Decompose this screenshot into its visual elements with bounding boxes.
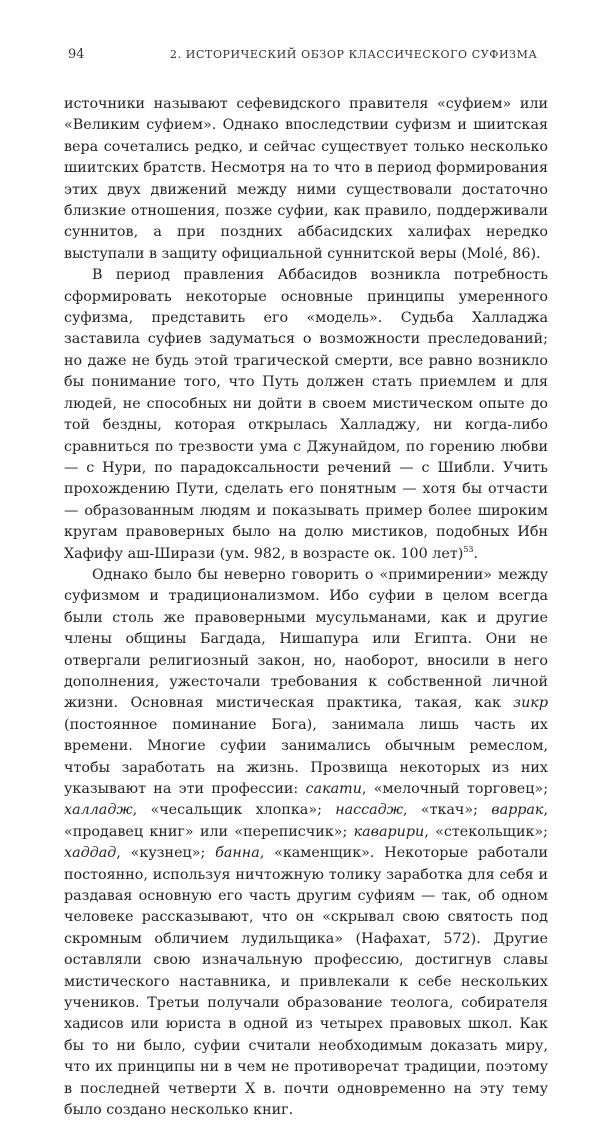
section-title: 2. ИСТОРИЧЕСКИЙ ОБЗОР КЛАССИЧЕСКОГО СУФИЗМА [170, 48, 538, 61]
italic-term: банна [215, 845, 260, 862]
text-run: . [473, 545, 479, 562]
italic-term: каварири [353, 823, 425, 840]
text-run: , «ткач»; [402, 802, 492, 819]
italic-term: зикр [513, 695, 548, 712]
text-run: источники называют сефевидского правителя «суфием» или «Великим суфием». Однако впоследствии суфизм и шиитская вера сочетались редко, и сейчас существует только несколько шиитских братств. Несмотря на то что в период формирования этих двух движений между ними существовали достаточно близкие отношения, позже суфии, как правило, поддерживали суннитов, а при поздних аббасидских халифах нередко выступали в защиту официальной суннитской веры (Molé, 86). [64, 96, 548, 262]
text-run: , «мелочный торговец»; [361, 781, 549, 797]
text-run: В период правления Аббасидов возникла потребность сформировать некоторые основные принципы умеренного суфизма, представить его «модель». Судьба Халладжа заставила суфиев задуматься о возможности преследований; но даже не будь этой трагической смерти, все равно возникло бы понимание того, что Путь должен стать приемлем и для людей, не способных ни дойти в своем мистическом опыте до той бездны, которая открылась Халладжу, ни когда-либо сравниться по трезвости ума с Джунайдом, по горению любви — с Нури, по парадоксальности речений — с Шибли. Учить прохождению Пути, сделать его понятным — хотя бы отчасти — образованным людям и показывать пример более широким кругам правоверных было на долю мистиков, подобных Ибн Хафифу аш-Ширази (ум. 982, в возрасте ок. 100 лет) [64, 267, 548, 562]
text-run: Однако было бы неверно говорить о «примирении» между суфизмом и традиционализмом. Ибо суфии в целом всегда были столь же правоверными мусульманами, как и другие члены общины Багдада, Нишапура или Египта. Они не отвергали религиозный закон, но, наоборот, вносили в него дополнения, ужесточали требования к собственной личной жизни. Основная мистическая практика, такая, как [64, 566, 548, 712]
paragraph-1 [64, 94, 548, 265]
paragraph-3 [64, 565, 548, 1122]
italic-term: варрак [491, 802, 544, 819]
body-text [64, 94, 548, 1122]
footnote-ref: 53 [463, 544, 474, 554]
italic-term: халладж [64, 802, 133, 819]
italic-term: нассадж [335, 802, 403, 819]
paragraph-2 [64, 265, 548, 565]
page-number: 94 [68, 47, 85, 62]
text-run: , «стекольщик»; [424, 823, 548, 840]
text-run: , «продавец книг» или «переписчик»; [64, 802, 549, 840]
text-run: , «каменщик». Некоторые работали постоянно, используя ничтожную толику заработка для себя и раздавая основную его часть другим суфиям — так, об одном человеке рассказывают, что он «скрывал свою святость под скромным обличием лудильщика» (Нафахат, 572). Другие оставляли свою изначальную профессию, достигнув славы мистического наставника, и привлекали к себе нескольких учеников. Третьи получали образование теолога, собирателя хадисов или юриста в одной из четырех правовых школ. Как бы то ни было, суфии считали необходимым доказать миру, что их принципы ни в чем не противоречат традиции, поэтому в последней четверти X в. почти одновременно на эту тему было создано несколько книг. [64, 845, 548, 1119]
text-run: , «кузнец»; [116, 845, 216, 862]
text-run: , «чесальщик хлопка»; [132, 802, 336, 819]
text-run: (постоянное поминание Бога), занимала лишь часть их времени. Многие суфии занимались обычным ремеслом, чтобы заработать на жизнь. Прозвища некоторых из них указывают на эти профессии: [64, 716, 548, 797]
italic-term: хаддад [64, 845, 117, 862]
running-head [50, 47, 560, 67]
italic-term: сакати [305, 781, 362, 797]
